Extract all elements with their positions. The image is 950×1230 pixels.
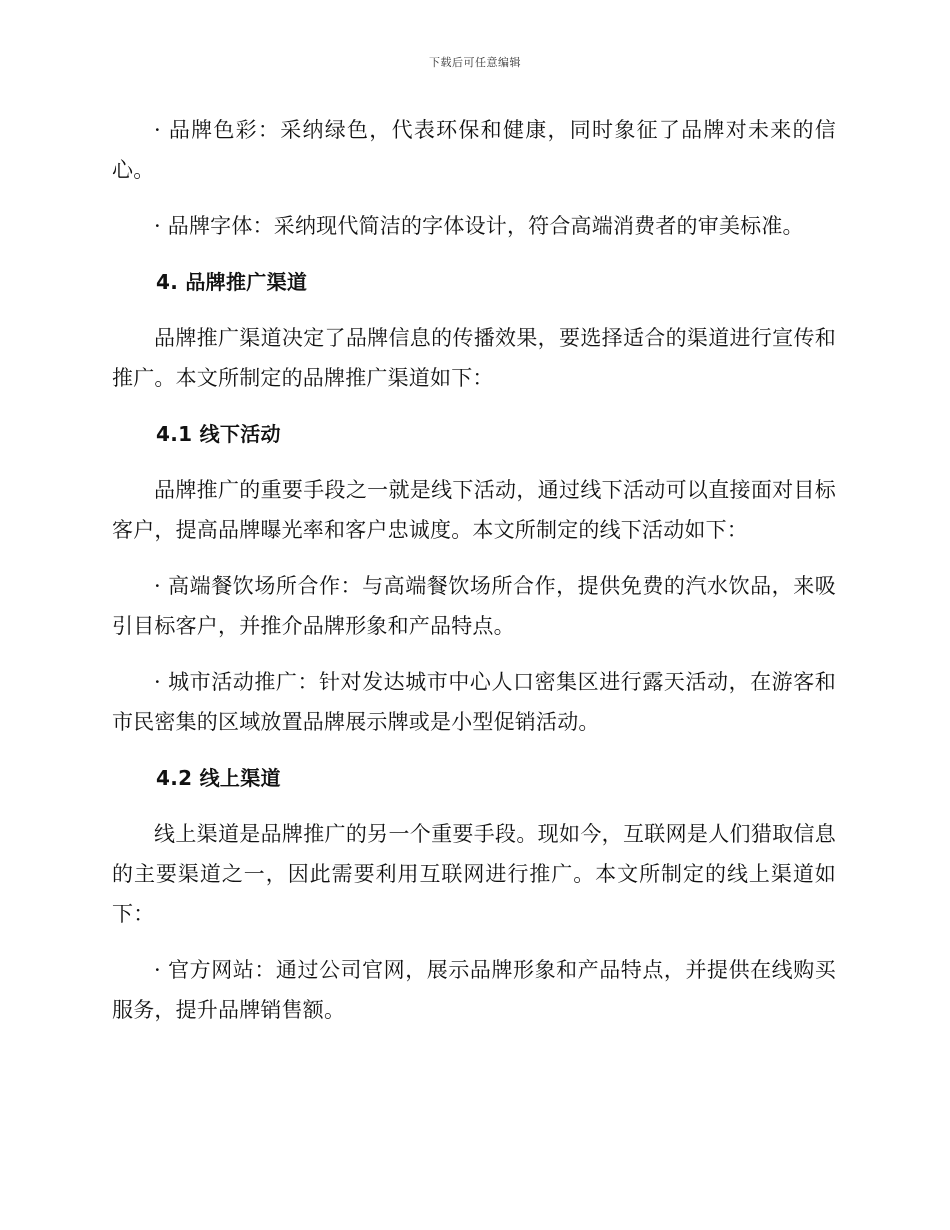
paragraph-online-intro: 线上渠道是品牌推广的另一个重要手段。现如今，互联网是人们猎取信息的主要渠道之一，因此需要利用互联网进行推广。本文所制定的线上渠道如下：	[112, 822, 836, 926]
paragraph-promotion-intro: 品牌推广渠道决定了品牌信息的传播效果，要选择适合的渠道进行宣传和推广。本文所制定的品牌推广渠道如下：	[112, 326, 836, 390]
paragraph-brand-font: · 品牌字体：采纳现代简洁的字体设计，符合高端消费者的审美标准。	[154, 214, 804, 238]
paragraph-restaurant-cooperation: · 高端餐饮场所合作：与高端餐饮场所合作，提供免费的汽水饮品，来吸引目标客户，并推介品牌形象和产品特点。	[112, 574, 836, 638]
subsection-heading-4-1: 4.1 线下活动	[156, 422, 281, 446]
paragraph-brand-color: · 品牌色彩：采纳绿色，代表环保和健康，同时象征了品牌对未来的信心。	[112, 118, 836, 182]
page-header: 下载后可任意编辑	[429, 56, 521, 69]
paragraph-city-activity: · 城市活动推广：针对发达城市中心人口密集区进行露天活动，在游客和市民密集的区域放置品牌展示牌或是小型促销活动。	[112, 670, 836, 734]
subsection-heading-4-2: 4.2 线上渠道	[156, 766, 281, 790]
paragraph-offline-intro: 品牌推广的重要手段之一就是线下活动，通过线下活动可以直接面对目标客户，提高品牌曝光率和客户忠诚度。本文所制定的线下活动如下：	[112, 478, 836, 542]
paragraph-official-website: · 官方网站：通过公司官网，展示品牌形象和产品特点，并提供在线购买服务，提升品牌销售额。	[112, 958, 836, 1022]
document-body	[112, 110, 836, 1046]
section-heading-4: 4. 品牌推广渠道	[156, 270, 308, 294]
